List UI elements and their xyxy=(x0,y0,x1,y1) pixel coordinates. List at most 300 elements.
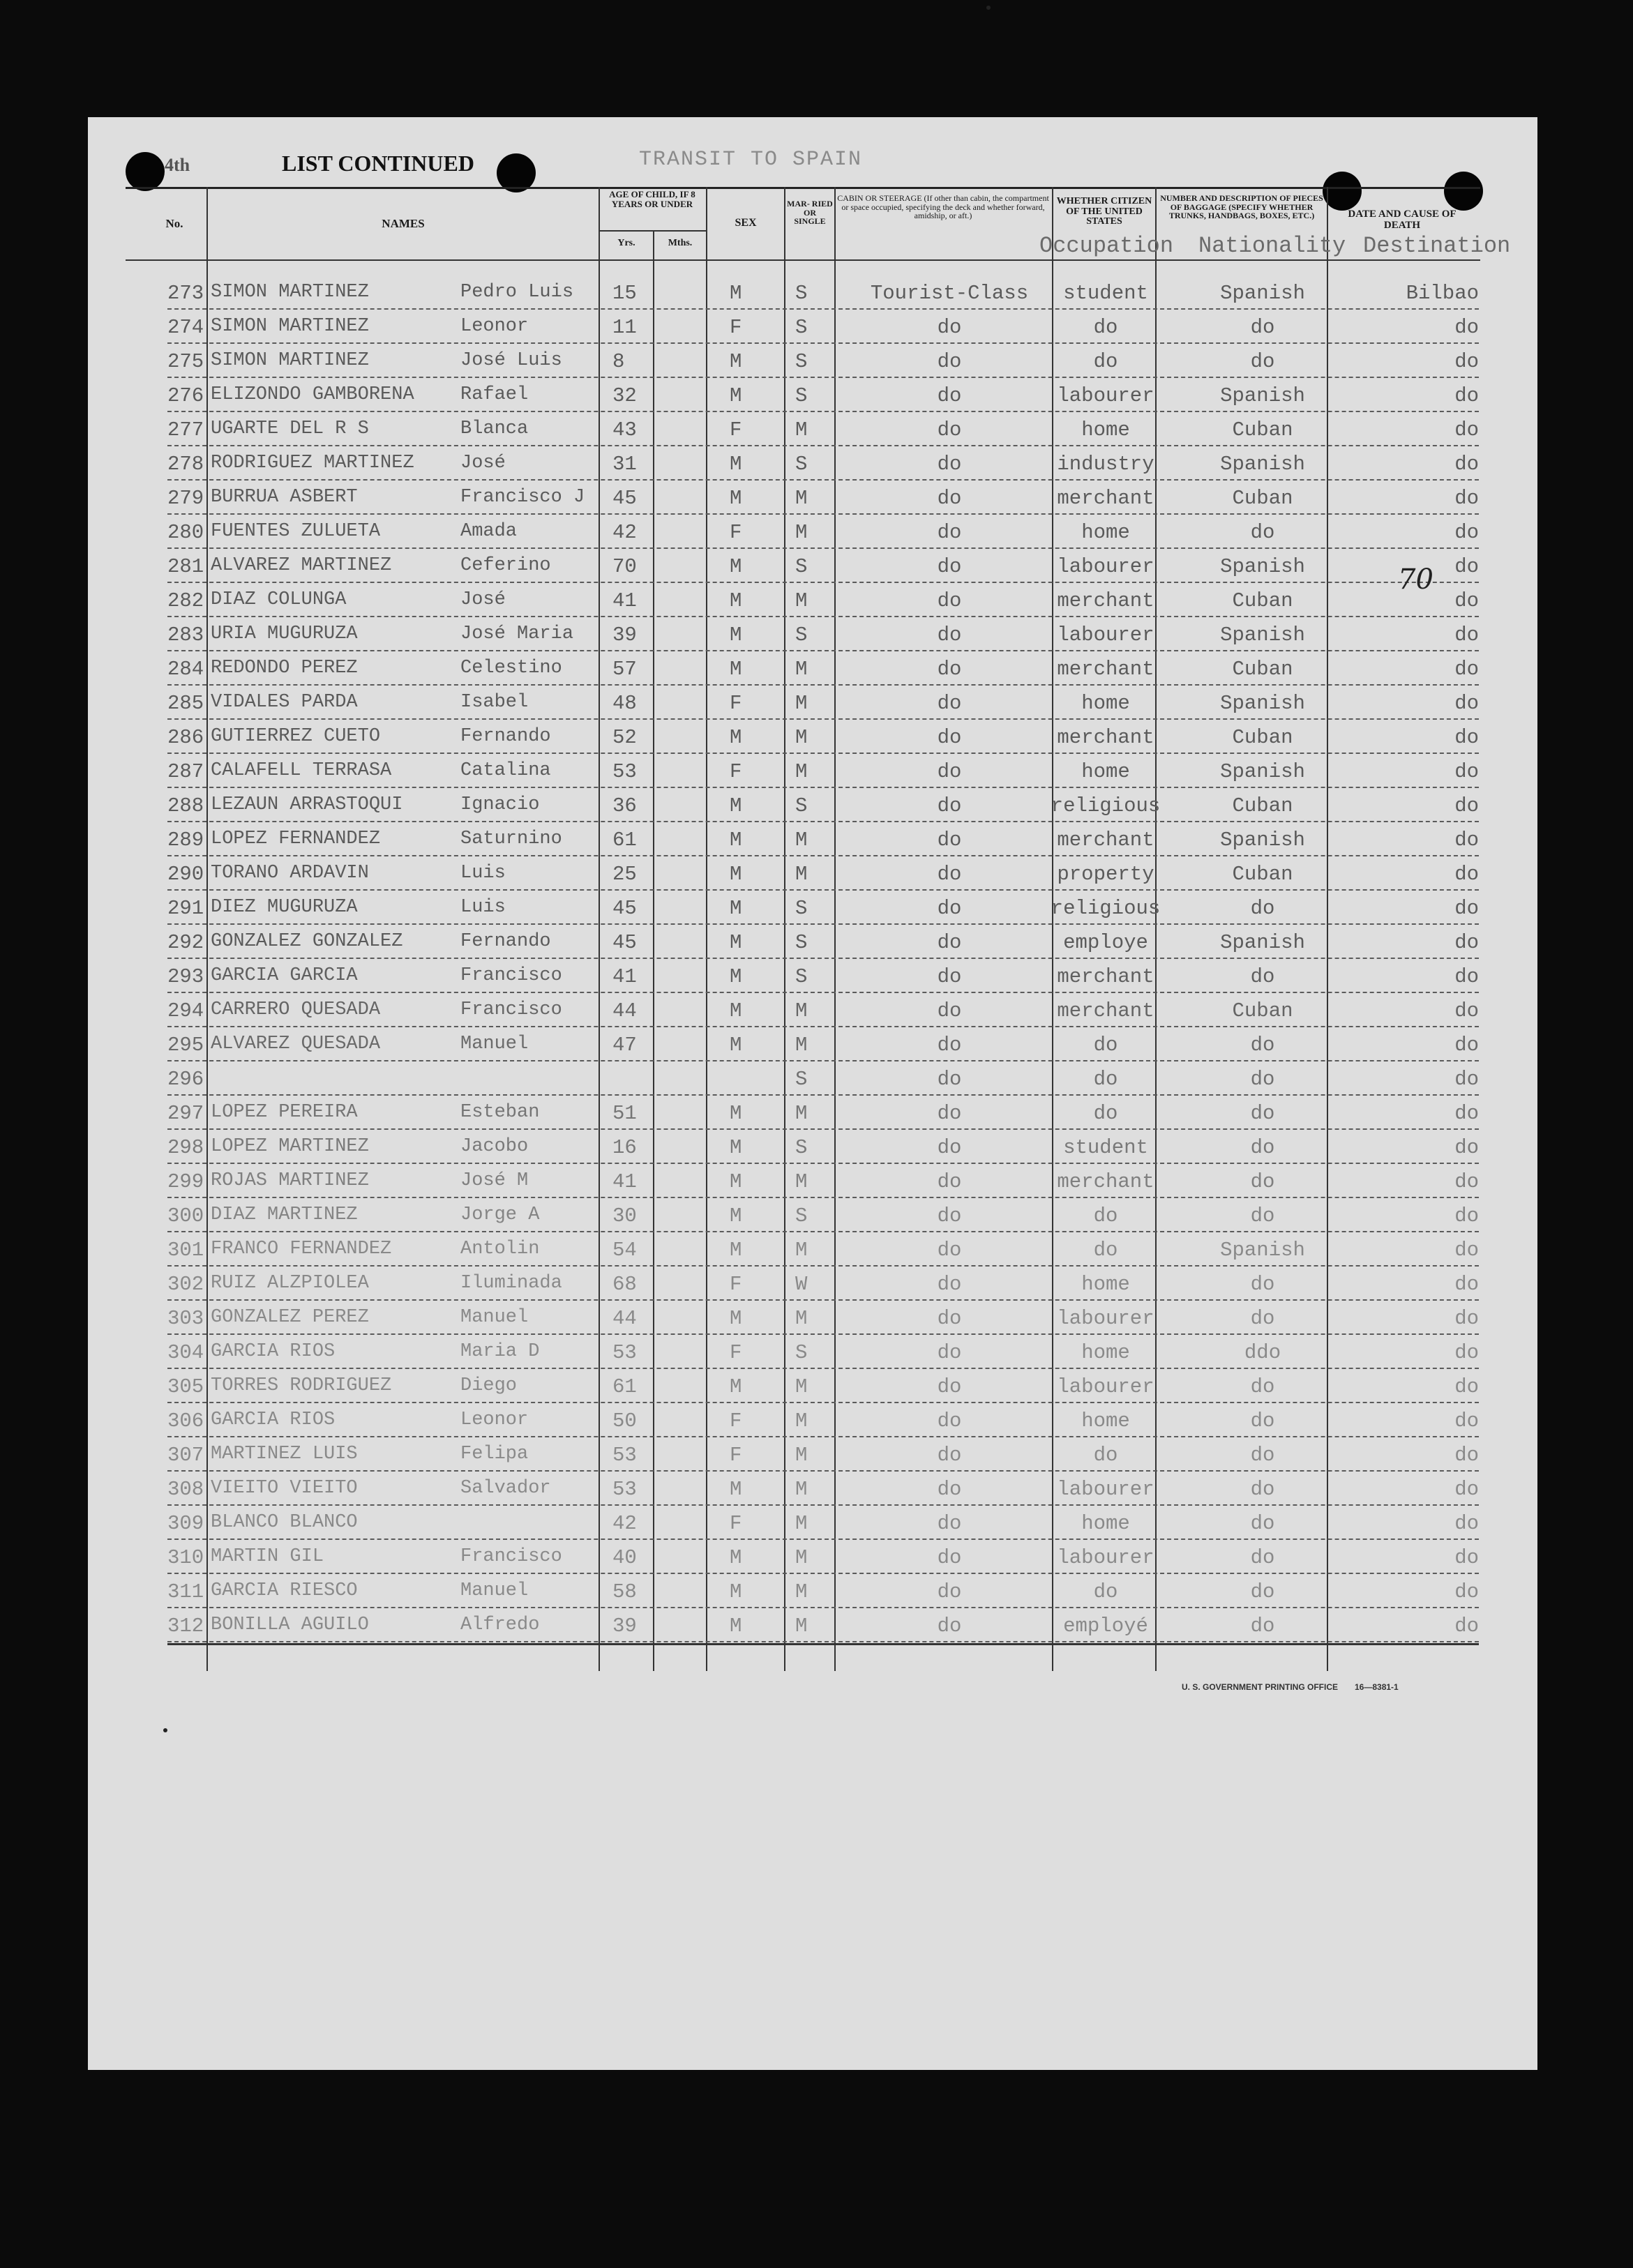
col-head-mths: Mths. xyxy=(668,238,693,248)
row-rule xyxy=(167,1573,1479,1574)
row-cabin: do xyxy=(937,726,962,749)
row-surname: SIMON MARTINEZ xyxy=(211,282,369,303)
row-surname: DIAZ COLUNGA xyxy=(211,589,347,610)
row-ms: S xyxy=(795,350,808,373)
row-no: 287 xyxy=(167,760,204,783)
row-dest: do xyxy=(1454,1239,1479,1262)
row-surname: BLANCO BLANCO xyxy=(211,1512,358,1533)
row-occ: do xyxy=(1093,1102,1118,1125)
col-head-yrs: Yrs. xyxy=(617,238,635,248)
row-rule xyxy=(167,718,1479,720)
row-dest: do xyxy=(1454,760,1479,783)
row-dest: do xyxy=(1454,897,1479,920)
row-rule xyxy=(167,1504,1479,1506)
row-cabin: do xyxy=(937,1444,962,1467)
row-ms: S xyxy=(795,1136,808,1159)
row-dest: do xyxy=(1454,1444,1479,1467)
row-surname: ROJAS MARTINEZ xyxy=(211,1170,369,1191)
row-age: 53 xyxy=(612,760,637,783)
row-age: 45 xyxy=(612,487,637,510)
row-occ: industry xyxy=(1057,453,1154,476)
row-sex: M xyxy=(730,863,742,886)
row-no: 274 xyxy=(167,316,204,339)
row-age: 61 xyxy=(612,829,637,852)
row-age: 47 xyxy=(612,1034,637,1057)
row-surname: RUIZ ALZPIOLEA xyxy=(211,1273,369,1294)
row-ms: M xyxy=(795,1444,808,1467)
row-given: Felipa xyxy=(460,1444,529,1465)
manifest-sheet xyxy=(88,117,1537,2070)
row-dest: do xyxy=(1454,623,1479,647)
row-occ: merchant xyxy=(1057,1170,1154,1193)
row-surname: VIEITO VIEITO xyxy=(211,1478,358,1499)
row-dest: do xyxy=(1454,1409,1479,1432)
row-rule xyxy=(167,1436,1479,1437)
row-age: 30 xyxy=(612,1204,637,1227)
row-rule xyxy=(167,1607,1479,1608)
row-no: 297 xyxy=(167,1102,204,1125)
row-cabin: do xyxy=(937,1273,962,1296)
col-head-citizen: WHETHER CITIZEN OF THE UNITED STATES xyxy=(1056,196,1152,227)
row-given: Jacobo xyxy=(460,1136,529,1157)
row-cabin: do xyxy=(937,1546,962,1569)
row-cabin: Tourist-Class xyxy=(870,282,1029,305)
row-rule xyxy=(167,377,1479,378)
row-nat: Cuban xyxy=(1232,589,1293,612)
row-no: 280 xyxy=(167,521,204,544)
row-no: 285 xyxy=(167,692,204,715)
row-dest: do xyxy=(1454,1375,1479,1398)
row-dest: do xyxy=(1454,555,1479,578)
row-given: Leonor xyxy=(460,316,529,337)
row-nat: Cuban xyxy=(1232,658,1293,681)
row-sex: M xyxy=(730,350,742,373)
row-nat: do xyxy=(1250,1136,1275,1159)
row-given: Ceferino xyxy=(460,555,551,576)
row-rule xyxy=(167,1231,1479,1232)
row-dest: do xyxy=(1454,521,1479,544)
row-surname: TORANO ARDAVIN xyxy=(211,863,369,884)
row-nat: Spanish xyxy=(1220,623,1305,647)
row-dest: do xyxy=(1454,931,1479,954)
row-no: 292 xyxy=(167,931,204,954)
row-no: 283 xyxy=(167,623,204,647)
row-cabin: do xyxy=(937,1204,962,1227)
row-no: 288 xyxy=(167,794,204,817)
row-given: Fernando xyxy=(460,726,551,747)
row-nat: do xyxy=(1250,1034,1275,1057)
row-sex: F xyxy=(730,1444,742,1467)
row-occ: religious xyxy=(1051,897,1161,920)
row-dest: do xyxy=(1454,453,1479,476)
row-rule xyxy=(167,1368,1479,1369)
row-no: 307 xyxy=(167,1444,204,1467)
row-occ: merchant xyxy=(1057,589,1154,612)
row-sex: F xyxy=(730,316,742,339)
col-head-baggage: NUMBER AND DESCRIPTION OF PIECES OF BAGGAGE (SPECIFY WHETHER TRUNKS, HANDBAGS, BOXES, ETC.) xyxy=(1160,193,1323,221)
row-rule xyxy=(167,1539,1479,1540)
row-dest: do xyxy=(1454,965,1479,988)
row-occ: labourer xyxy=(1057,623,1154,647)
row-surname: DIAZ MARTINEZ xyxy=(211,1204,358,1225)
row-rule xyxy=(167,1641,1479,1642)
row-age: 42 xyxy=(612,521,637,544)
row-occ: employe xyxy=(1063,931,1148,954)
row-nat: do xyxy=(1250,316,1275,339)
row-age: 41 xyxy=(612,965,637,988)
row-occ: home xyxy=(1081,1512,1130,1535)
row-rule xyxy=(167,889,1479,891)
row-age: 8 xyxy=(612,350,625,373)
row-sex: M xyxy=(730,726,742,749)
row-dest: do xyxy=(1454,829,1479,852)
row-no: 294 xyxy=(167,999,204,1022)
row-dest: Bilbao xyxy=(1406,282,1479,305)
row-sex: M xyxy=(730,589,742,612)
row-dest: do xyxy=(1454,1341,1479,1364)
punch-hole-right-1 xyxy=(1323,172,1362,211)
row-given: Saturnino xyxy=(460,829,562,849)
row-nat: do xyxy=(1250,1068,1275,1091)
row-no: 286 xyxy=(167,726,204,749)
row-nat: Spanish xyxy=(1220,692,1305,715)
row-occ: labourer xyxy=(1057,1546,1154,1569)
punch-hole-right-2 xyxy=(1444,172,1483,211)
row-age: 61 xyxy=(612,1375,637,1398)
row-surname: FRANCO FERNANDEZ xyxy=(211,1239,392,1260)
typed-head-nationality: Nationality xyxy=(1198,233,1346,259)
row-ms: M xyxy=(795,1478,808,1501)
row-age: 41 xyxy=(612,589,637,612)
row-age: 42 xyxy=(612,1512,637,1535)
row-dest: do xyxy=(1454,1512,1479,1535)
row-cabin: do xyxy=(937,1136,962,1159)
row-rule xyxy=(167,958,1479,959)
row-rule xyxy=(167,582,1479,583)
row-nat: do xyxy=(1250,1170,1275,1193)
row-nat: do xyxy=(1250,1444,1275,1467)
row-occ: labourer xyxy=(1057,1478,1154,1501)
row-occ: merchant xyxy=(1057,487,1154,510)
row-given: Luis xyxy=(460,863,506,884)
row-sex: M xyxy=(730,555,742,578)
row-rule xyxy=(167,445,1479,446)
row-nat: do xyxy=(1250,1375,1275,1398)
row-surname: DIEZ MUGURUZA xyxy=(211,897,358,918)
row-cabin: do xyxy=(937,1615,962,1638)
row-dest: do xyxy=(1454,418,1479,441)
row-dest: do xyxy=(1454,1615,1479,1638)
row-cabin: do xyxy=(937,1580,962,1603)
row-given: Alfredo xyxy=(460,1615,540,1635)
row-age: 57 xyxy=(612,658,637,681)
row-no: 300 xyxy=(167,1204,204,1227)
col-head-married: MAR- RIED OR SINGLE xyxy=(787,199,833,227)
row-nat: Cuban xyxy=(1232,999,1293,1022)
row-given: Manuel xyxy=(460,1307,529,1328)
row-no: 296 xyxy=(167,1068,204,1091)
row-cabin: do xyxy=(937,897,962,920)
row-given: Amada xyxy=(460,521,518,542)
row-ms: S xyxy=(795,384,808,407)
row-ms: W xyxy=(795,1273,808,1296)
row-surname: GARCIA RIOS xyxy=(211,1341,336,1362)
row-sex: F xyxy=(730,1409,742,1432)
header-rule xyxy=(126,187,1480,189)
row-ms: S xyxy=(795,1068,808,1091)
row-cabin: do xyxy=(937,1034,962,1057)
row-dest: do xyxy=(1454,863,1479,886)
row-age: 11 xyxy=(612,316,637,339)
row-rule xyxy=(167,992,1479,993)
row-nat: Spanish xyxy=(1220,555,1305,578)
row-nat: do xyxy=(1250,1204,1275,1227)
row-dest: do xyxy=(1454,692,1479,715)
row-age: 25 xyxy=(612,863,637,886)
row-given: Francisco xyxy=(460,1546,562,1567)
row-sex: F xyxy=(730,760,742,783)
row-dest: do xyxy=(1454,1307,1479,1330)
row-surname: VIDALES PARDA xyxy=(211,692,358,713)
row-cabin: do xyxy=(937,350,962,373)
row-age: 36 xyxy=(612,794,637,817)
row-occ: home xyxy=(1081,1409,1130,1432)
row-dest: do xyxy=(1454,487,1479,510)
row-surname: UGARTE DEL R S xyxy=(211,418,369,439)
row-surname: BONILLA AGUILO xyxy=(211,1615,369,1635)
row-no: 301 xyxy=(167,1239,204,1262)
row-rule xyxy=(167,1197,1479,1198)
row-cabin: do xyxy=(937,999,962,1022)
row-age: 48 xyxy=(612,692,637,715)
row-ms: M xyxy=(795,760,808,783)
row-given: Rafael xyxy=(460,384,529,405)
row-surname: SIMON MARTINEZ xyxy=(211,316,369,337)
row-dest: do xyxy=(1454,794,1479,817)
row-sex: M xyxy=(730,623,742,647)
row-nat: do xyxy=(1250,1273,1275,1296)
row-sex: F xyxy=(730,1273,742,1296)
row-occ: do xyxy=(1093,1580,1118,1603)
row-ms: M xyxy=(795,1034,808,1057)
row-cabin: do xyxy=(937,418,962,441)
row-surname: LOPEZ MARTINEZ xyxy=(211,1136,369,1157)
row-cabin: do xyxy=(937,1239,962,1262)
row-dest: do xyxy=(1454,384,1479,407)
row-cabin: do xyxy=(937,863,962,886)
row-no: 310 xyxy=(167,1546,204,1569)
row-age: 51 xyxy=(612,1102,637,1125)
row-sex: M xyxy=(730,1307,742,1330)
row-cabin: do xyxy=(937,1307,962,1330)
row-ms: M xyxy=(795,692,808,715)
row-cabin: do xyxy=(937,931,962,954)
row-given: José M xyxy=(460,1170,529,1191)
row-cabin: do xyxy=(937,1478,962,1501)
row-rule xyxy=(167,1060,1479,1061)
list-title: LIST CONTINUED xyxy=(282,151,474,176)
row-sex: M xyxy=(730,897,742,920)
row-age: 53 xyxy=(612,1341,637,1364)
row-dest: do xyxy=(1454,1170,1479,1193)
row-surname: TORRES RODRIGUEZ xyxy=(211,1375,392,1396)
row-ms: M xyxy=(795,1307,808,1330)
row-rule xyxy=(167,1094,1479,1096)
row-occ: do xyxy=(1093,1034,1118,1057)
row-surname: MARTIN GIL xyxy=(211,1546,324,1567)
row-nat: do xyxy=(1250,1580,1275,1603)
row-nat: Cuban xyxy=(1232,794,1293,817)
row-cabin: do xyxy=(937,1341,962,1364)
row-given: Salvador xyxy=(460,1478,551,1499)
row-dest: do xyxy=(1454,1136,1479,1159)
row-cabin: do xyxy=(937,623,962,647)
row-rule xyxy=(167,1333,1479,1335)
row-occ: do xyxy=(1093,1444,1118,1467)
row-nat: Cuban xyxy=(1232,418,1293,441)
row-no: 277 xyxy=(167,418,204,441)
row-surname: GONZALEZ PEREZ xyxy=(211,1307,369,1328)
row-cabin: do xyxy=(937,658,962,681)
row-no: 311 xyxy=(167,1580,204,1603)
row-cabin: do xyxy=(937,692,962,715)
row-sex: M xyxy=(730,1580,742,1603)
row-surname: ALVAREZ MARTINEZ xyxy=(211,555,392,576)
row-cabin: do xyxy=(937,1409,962,1432)
row-cabin: do xyxy=(937,384,962,407)
row-ms: M xyxy=(795,1170,808,1193)
row-given: Esteban xyxy=(460,1102,540,1123)
row-occ: home xyxy=(1081,418,1130,441)
row-occ: property xyxy=(1057,863,1154,886)
row-rule xyxy=(167,1265,1479,1267)
row-ms: M xyxy=(795,1239,808,1262)
row-ms: S xyxy=(795,794,808,817)
row-no: 308 xyxy=(167,1478,204,1501)
row-rule xyxy=(167,1402,1479,1403)
row-ms: M xyxy=(795,658,808,681)
row-nat: Spanish xyxy=(1220,1239,1305,1262)
col-head-names: NAMES xyxy=(382,217,425,230)
row-dest: do xyxy=(1454,1580,1479,1603)
row-dest: do xyxy=(1454,1102,1479,1125)
row-occ: home xyxy=(1081,692,1130,715)
row-surname: MARTINEZ LUIS xyxy=(211,1444,358,1465)
row-given: Isabel xyxy=(460,692,529,713)
row-nat: do xyxy=(1250,350,1275,373)
row-ms: M xyxy=(795,521,808,544)
row-sex: M xyxy=(730,1170,742,1193)
row-nat: do xyxy=(1250,1307,1275,1330)
row-sex: M xyxy=(730,1102,742,1125)
row-nat: do xyxy=(1250,965,1275,988)
row-cabin: do xyxy=(937,794,962,817)
row-rule xyxy=(167,753,1479,754)
row-ms: M xyxy=(795,1375,808,1398)
row-no: 290 xyxy=(167,863,204,886)
row-surname: LOPEZ PEREIRA xyxy=(211,1102,358,1123)
row-age: 54 xyxy=(612,1239,637,1262)
row-age: 41 xyxy=(612,1170,637,1193)
row-nat: do xyxy=(1250,521,1275,544)
row-surname: GONZALEZ GONZALEZ xyxy=(211,931,403,952)
row-nat: Spanish xyxy=(1220,760,1305,783)
row-nat: do xyxy=(1250,1478,1275,1501)
col-head-cabin: CABIN OR STEERAGE (If other than cabin, the compartment or space occupied, specifying the deck and whether forward, amidship, or aft.) xyxy=(837,193,1049,221)
row-ms: M xyxy=(795,1615,808,1638)
row-ms: S xyxy=(795,316,808,339)
row-nat: do xyxy=(1250,1615,1275,1638)
row-ms: M xyxy=(795,999,808,1022)
row-age: 15 xyxy=(612,282,637,305)
col-head-death: DATE AND CAUSE OF DEATH xyxy=(1348,209,1457,231)
punch-hole-left xyxy=(126,152,165,191)
row-sex: M xyxy=(730,1034,742,1057)
row-occ: home xyxy=(1081,521,1130,544)
row-surname: URIA MUGURUZA xyxy=(211,623,358,644)
row-ms: M xyxy=(795,487,808,510)
row-given: Blanca xyxy=(460,418,529,439)
row-no: 282 xyxy=(167,589,204,612)
row-given: Diego xyxy=(460,1375,518,1396)
row-cabin: do xyxy=(937,1512,962,1535)
row-rule xyxy=(167,1026,1479,1027)
row-nat: do xyxy=(1250,1546,1275,1569)
row-nat: Cuban xyxy=(1232,863,1293,886)
row-occ: labourer xyxy=(1057,555,1154,578)
row-nat: do xyxy=(1250,1102,1275,1125)
row-given: Catalina xyxy=(460,760,551,781)
row-cabin: do xyxy=(937,555,962,578)
row-dest: do xyxy=(1454,658,1479,681)
row-given: Leonor xyxy=(460,1409,529,1430)
row-cabin: do xyxy=(937,316,962,339)
row-sex: M xyxy=(730,965,742,988)
row-no: 302 xyxy=(167,1273,204,1296)
row-given: Maria D xyxy=(460,1341,540,1362)
row-rule xyxy=(167,1299,1479,1301)
row-age: 58 xyxy=(612,1580,637,1603)
row-rule xyxy=(167,547,1479,549)
row-age: 53 xyxy=(612,1444,637,1467)
row-occ: do xyxy=(1093,350,1118,373)
row-no: 281 xyxy=(167,555,204,578)
row-rule xyxy=(167,616,1479,617)
row-dest: do xyxy=(1454,350,1479,373)
row-ms: M xyxy=(795,589,808,612)
row-ms: S xyxy=(795,965,808,988)
row-sex: M xyxy=(730,829,742,852)
row-occ: merchant xyxy=(1057,658,1154,681)
col-head-age: AGE OF CHILD, IF 8 YEARS OR UNDER xyxy=(609,189,695,209)
row-dest: do xyxy=(1454,1068,1479,1091)
row-no: 304 xyxy=(167,1341,204,1364)
row-age: 43 xyxy=(612,418,637,441)
row-sex: F xyxy=(730,692,742,715)
row-age: 53 xyxy=(612,1478,637,1501)
row-occ: merchant xyxy=(1057,829,1154,852)
ink-dot xyxy=(163,1728,167,1732)
row-dest: do xyxy=(1454,1273,1479,1296)
row-no: 275 xyxy=(167,350,204,373)
row-no: 312 xyxy=(167,1615,204,1638)
row-ms: S xyxy=(795,555,808,578)
row-surname: ELIZONDO GAMBORENA xyxy=(211,384,414,405)
row-sex: M xyxy=(730,1478,742,1501)
row-rule xyxy=(167,787,1479,788)
typed-head-occupation: Occupation xyxy=(1039,233,1174,259)
col-head-sex: SEX xyxy=(735,217,757,229)
